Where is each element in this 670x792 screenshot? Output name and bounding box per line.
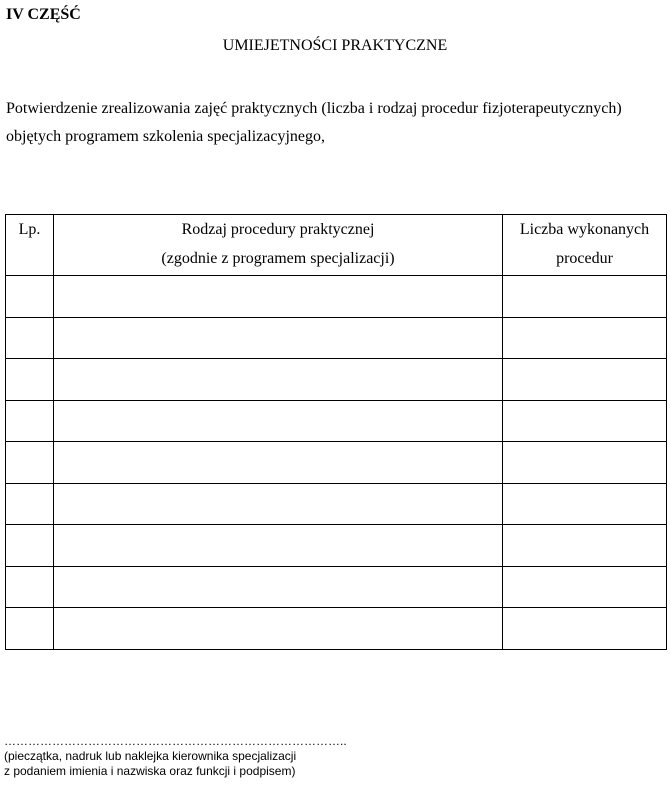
table-row: [6, 566, 667, 608]
intro-line-2: objętych programem szkolenia specjalizacyjnego,: [6, 128, 325, 145]
cell-procedure-count[interactable]: [503, 442, 667, 484]
intro-line-1: Potwierdzenie zrealizowania zajęć praktycznych (liczba i rodzaj procedur fizjoterapeutycznych): [6, 100, 622, 117]
signature-dots: …………………………………………………………………………..: [4, 734, 347, 748]
cell-procedure-type[interactable]: [54, 566, 503, 608]
section-title: UMIEJETNOŚCI PRAKTYCZNE: [222, 37, 448, 54]
cell-lp[interactable]: [6, 525, 54, 567]
cell-procedure-count[interactable]: [503, 483, 667, 525]
table-row: [6, 483, 667, 525]
column-header-procedure-type: [54, 215, 503, 276]
column-header-procedure-count-line-1: Liczba wykonanych: [519, 221, 650, 238]
signature-caption-line-2: z podaniem imienia i nazwiska oraz funkcji i podpisem): [4, 764, 296, 778]
table-row: [6, 525, 667, 567]
cell-procedure-count[interactable]: [503, 276, 667, 318]
cell-lp[interactable]: [6, 317, 54, 359]
cell-procedure-type[interactable]: [54, 525, 503, 567]
column-header-procedure-count: [503, 215, 667, 276]
cell-procedure-count[interactable]: [503, 317, 667, 359]
table-row: [6, 359, 667, 401]
column-header-procedure-count-line-2: procedur: [556, 250, 613, 267]
cell-procedure-type[interactable]: [54, 276, 503, 318]
cell-procedure-count[interactable]: [503, 359, 667, 401]
cell-procedure-count[interactable]: [503, 525, 667, 567]
cell-lp[interactable]: [6, 442, 54, 484]
table-row: [6, 400, 667, 442]
cell-lp[interactable]: [6, 483, 54, 525]
column-header-lp: Lp.: [6, 215, 54, 276]
cell-procedure-type[interactable]: [54, 483, 503, 525]
cell-lp[interactable]: [6, 608, 54, 650]
cell-lp[interactable]: [6, 359, 54, 401]
table-row: [6, 276, 667, 318]
procedures-table: [5, 214, 667, 650]
table-row: [6, 317, 667, 359]
column-header-procedure-type-line-1: Rodzaj procedury praktycznej: [181, 221, 375, 238]
intro-text: [6, 95, 670, 151]
cell-procedure-count[interactable]: [503, 400, 667, 442]
cell-lp[interactable]: [6, 276, 54, 318]
cell-procedure-type[interactable]: [54, 608, 503, 650]
cell-lp[interactable]: [6, 400, 54, 442]
table-header-row: [6, 215, 667, 276]
table-row: [6, 442, 667, 484]
cell-procedure-type[interactable]: [54, 442, 503, 484]
cell-procedure-type[interactable]: [54, 400, 503, 442]
cell-procedure-count[interactable]: [503, 608, 667, 650]
signature-caption-line-1: (pieczątka, nadruk lub naklejka kierownika specjalizacji: [4, 749, 297, 763]
cell-procedure-type[interactable]: [54, 317, 503, 359]
table-row: [6, 608, 667, 650]
column-header-procedure-type-line-2: (zgodnie z programem specjalizacji): [161, 250, 395, 267]
cell-lp[interactable]: [6, 566, 54, 608]
cell-procedure-type[interactable]: [54, 359, 503, 401]
cell-procedure-count[interactable]: [503, 566, 667, 608]
part-title: IV CZĘŚĆ: [6, 6, 81, 23]
signature-block: [4, 734, 347, 779]
